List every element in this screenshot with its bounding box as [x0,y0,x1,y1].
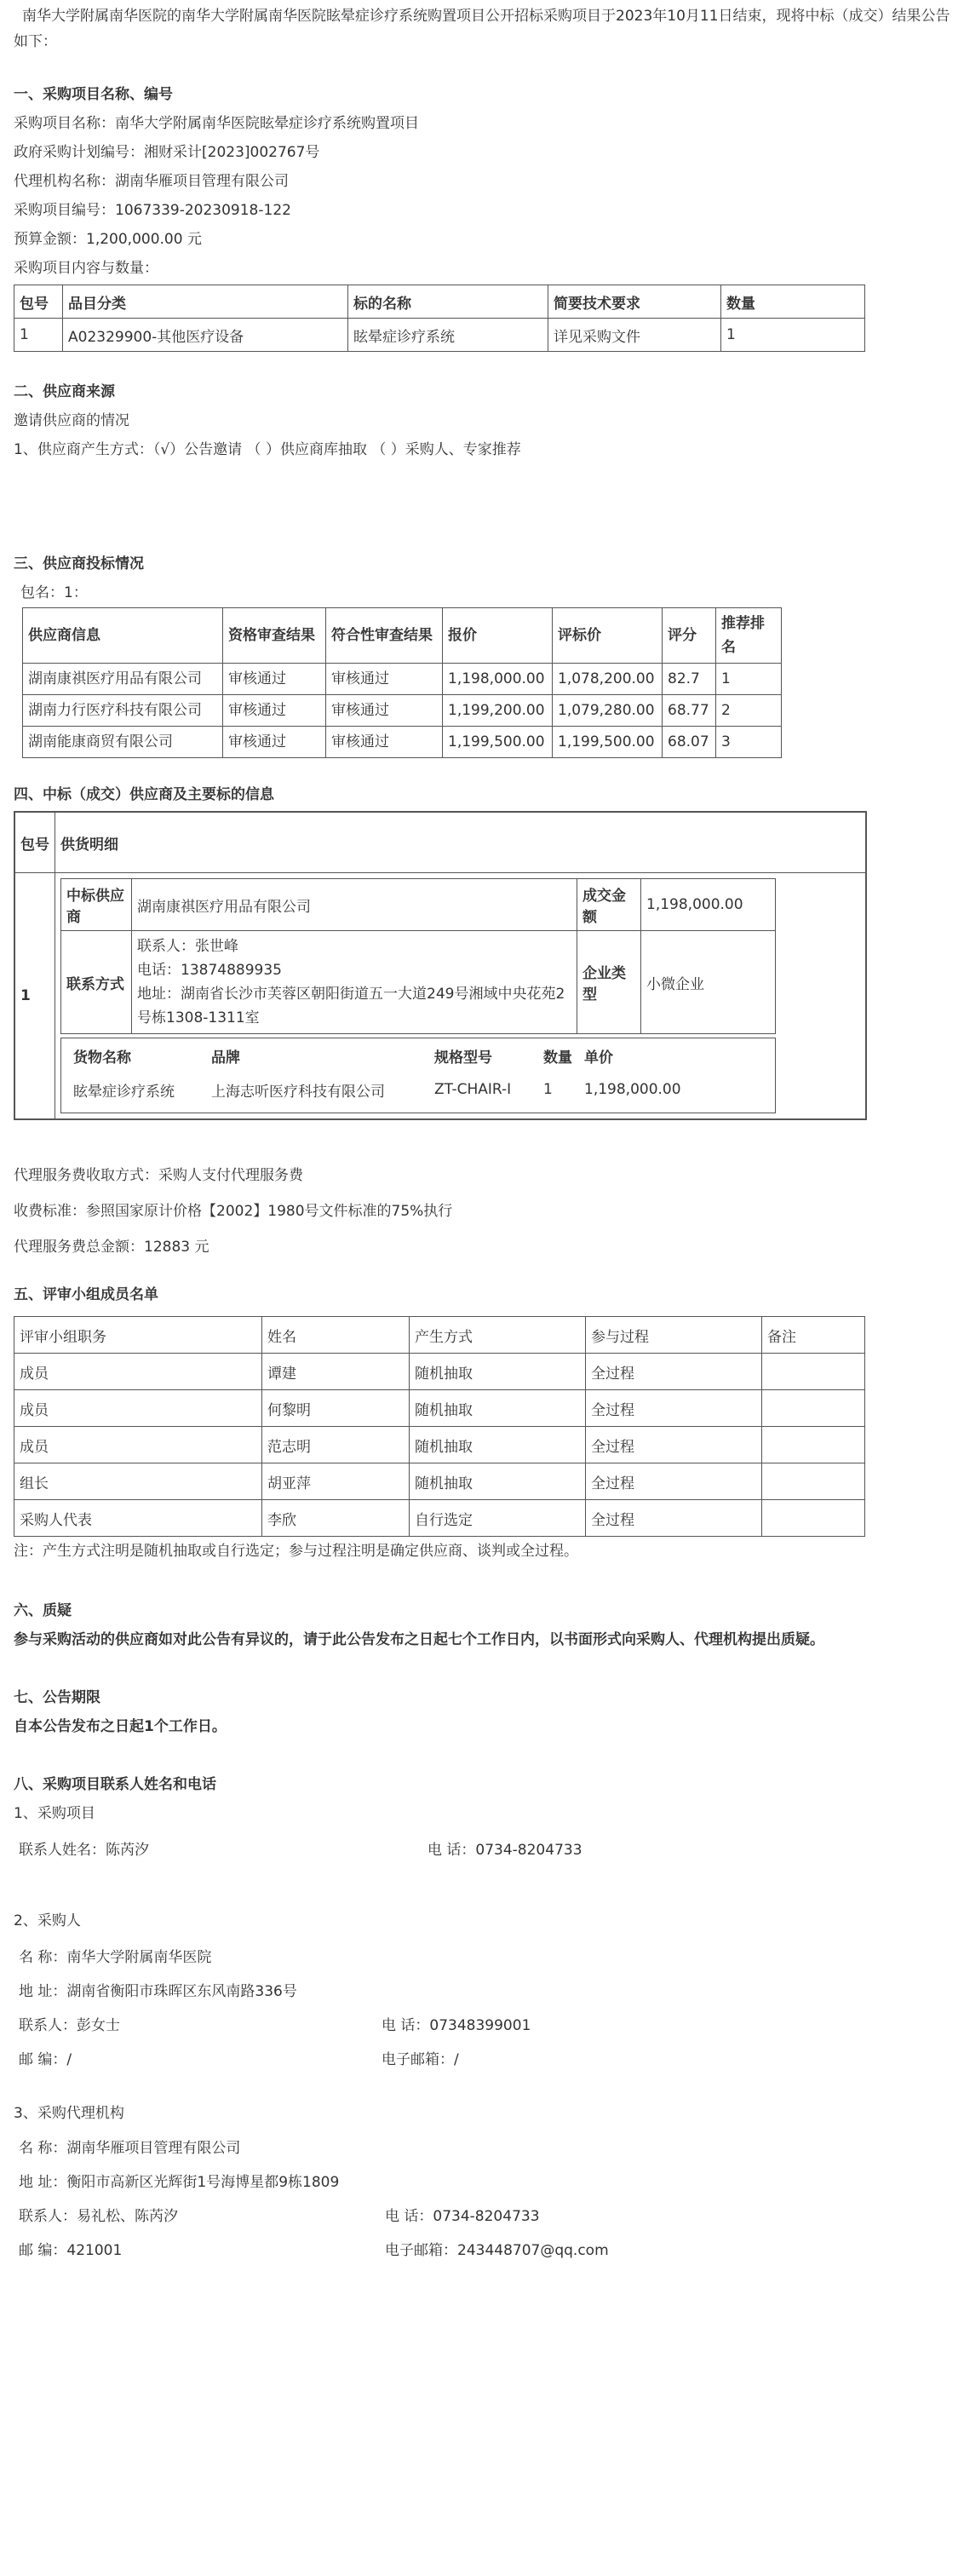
contact-row [14,1833,950,1867]
table-row [61,931,776,1034]
table-cell: 1 [721,319,865,352]
section-7-title: 七、公告期限 [14,1689,100,1706]
type-value: 小微企业 [641,931,776,1034]
table-cell: 1,198,000.00 [443,664,553,695]
agency-email: 电子邮箱：243448707@qq.com [385,2242,609,2259]
table-cell: 李欣 [262,1500,410,1537]
table-cell [762,1427,865,1463]
header-cell: 评审小组职务 [14,1317,262,1354]
table-row [14,1354,865,1390]
agency-contact-person: 联系人：易礼松、陈芮汐 [19,2208,178,2225]
agency-contact-name: 名 称：湖南华雁项目管理有限公司 [19,2140,241,2157]
table-cell: A02329900-其他医疗设备 [63,319,348,352]
section-8-title: 八、采购项目联系人姓名和电话 [14,1776,216,1793]
panel-table [14,1316,865,1537]
table-cell: 上海志听医疗科技有限公司 [211,1083,385,1101]
header-cell: 品牌 [211,1049,240,1067]
header-cell: 数量 [543,1049,572,1067]
table-cell: 范志明 [262,1427,410,1463]
goods-inner [68,1042,768,1109]
fee-standard: 收费标准：参照国家原计价格【2002】1980号文件标准的75%执行 [14,1203,453,1220]
section-1-title: 一、采购项目名称、编号 [14,86,173,103]
table-cell: 谭建 [262,1354,410,1390]
header-cell: 数量 [721,285,865,319]
header-cell: 产生方式 [410,1317,586,1354]
section-4-title: 四、中标（成交）供应商及主要标的信息 [14,786,274,803]
content-label: 采购项目内容与数量： [14,260,158,277]
header-cell: 推荐排名 [716,608,782,664]
winner-name: 湖南康祺医疗用品有限公司 [132,879,577,931]
header-cell: 包号 [14,812,55,873]
table-cell: 2 [716,695,782,727]
table-cell: 全过程 [586,1390,762,1427]
table-cell: 1,078,200.00 [553,664,663,695]
table-cell [762,1390,865,1427]
package-name: 包名：1： [20,584,88,601]
table-row [14,1390,865,1427]
table-cell: 全过程 [586,1463,762,1500]
contact-person: 联系人：张世峰 [137,938,238,955]
package-number: 1 [14,873,55,1120]
fee-method: 代理服务费收取方式：采购人支付代理服务费 [14,1167,303,1184]
table-header-row [14,285,865,319]
winner-table [14,811,867,1120]
intro-text: 南华大学附属南华医院的南华大学附属南华医院眩晕症诊疗系统购置项目公开招标采购项目于2023年10月11日结束，现将中标（成交）结果公告如下： [14,8,950,50]
purchaser-postcode: 邮 编：/ [19,2051,72,2068]
table-cell: 1,199,500.00 [553,727,663,758]
table-cell: 1 [716,664,782,695]
table-cell: 审核通过 [326,727,443,758]
table-cell: 随机抽取 [410,1463,586,1500]
table-cell: 82.7 [663,664,716,695]
winner-detail-table [60,878,776,1034]
header-cell: 简要技术要求 [548,285,721,319]
supplier-method: 1、供应商产生方式：（√）公告邀请 （ ）供应商库抽取 （ ）采购人、专家推荐 [14,441,521,458]
table-cell: 68.77 [663,695,716,727]
table-cell: 1,198,000.00 [584,1081,681,1098]
table-cell: 1,199,500.00 [443,727,553,758]
table-header-row [23,608,782,664]
table-cell: 胡亚萍 [262,1463,410,1500]
table-cell: 随机抽取 [410,1390,586,1427]
purchaser-email: 电子邮箱：/ [382,2051,459,2068]
agency-address: 地 址：衡阳市高新区光辉街1号海博星都9栋1809 [19,2174,340,2191]
header-cell: 标的名称 [348,285,548,319]
header-cell: 评标价 [553,608,663,664]
header-cell: 包号 [14,285,63,319]
winner-label: 中标供应商 [61,879,132,931]
section-5-title: 五、评审小组成员名单 [14,1286,158,1303]
header-cell: 报价 [443,608,553,664]
section-3-title: 三、供应商投标情况 [14,555,144,572]
section-2-title: 二、供应商来源 [14,383,115,400]
header-cell: 品目分类 [63,285,348,319]
project-contact: 联系人姓名：陈芮汐 [19,1842,149,1859]
table-row [14,1427,865,1463]
table-cell: 审核通过 [223,727,326,758]
contact-sub-3: 3、采购代理机构 [14,2105,124,2122]
header-cell: 备注 [762,1317,865,1354]
period-text: 自本公告发布之日起1个工作日。 [14,1718,227,1735]
bids-table [22,607,782,758]
table-row [68,1070,768,1109]
header-cell: 姓名 [262,1317,410,1354]
agency-postcode: 邮 编：421001 [19,2242,123,2259]
table-cell: 湖南能康商贸有限公司 [23,727,223,758]
header-cell: 参与过程 [586,1317,762,1354]
plan-number: 政府采购计划编号：湘财采计[2023]002767号 [14,144,320,161]
header-cell: 评分 [663,608,716,664]
project-code: 采购项目编号：1067339-20230918-122 [14,202,291,219]
table-cell: 全过程 [586,1427,762,1463]
table-row [14,1500,865,1537]
header-cell: 供应商信息 [23,608,223,664]
table-cell [762,1500,865,1537]
table-cell: 审核通过 [223,664,326,695]
table-cell: 1 [14,319,63,352]
table-cell: 1 [543,1081,553,1098]
agency-phone: 电 话：0734-8204733 [385,2208,540,2225]
header-cell: 单价 [584,1049,613,1067]
table-row [23,727,782,758]
table-row [23,664,782,695]
table-cell: 自行选定 [410,1500,586,1537]
table-row [14,1463,865,1500]
contact-label: 联系方式 [61,931,132,1034]
contact-row [19,2199,950,2234]
project-name: 采购项目名称：南华大学附属南华医院眩晕症诊疗系统购置项目 [14,115,419,132]
table-cell: 审核通过 [326,664,443,695]
table-cell: 全过程 [586,1354,762,1390]
header-cell: 供货明细 [55,812,867,873]
table-row [23,695,782,727]
contact-row [19,2234,950,2268]
table-cell: 成员 [14,1390,262,1427]
goods-table [60,1038,776,1113]
table-cell: 审核通过 [326,695,443,727]
table-cell: 何黎明 [262,1390,410,1427]
table-cell: 湖南康祺医疗用品有限公司 [23,664,223,695]
purchaser-name: 名 称：南华大学附属南华医院 [19,1949,212,1966]
purchaser-phone: 电 话：07348399001 [382,2017,531,2034]
header-cell: 符合性审查结果 [326,608,443,664]
agency-name: 代理机构名称：湖南华雁项目管理有限公司 [14,173,289,190]
table-row [14,873,866,1120]
table-cell: 组长 [14,1463,262,1500]
purchaser-contact: 联系人：彭女士 [19,2017,120,2034]
table-cell: 全过程 [586,1500,762,1537]
table-cell: 成员 [14,1354,262,1390]
table-cell: 1,199,200.00 [443,695,553,727]
supplier-source-sub: 邀请供应商的情况 [14,412,129,429]
table-cell: 湖南力行医疗科技有限公司 [23,695,223,727]
table-header-row [14,812,866,873]
contact-row [19,2009,950,2043]
items-table [14,285,865,352]
project-phone: 电 话：0734-8204733 [427,1842,582,1859]
table-cell: 采购人代表 [14,1500,262,1537]
table-header-row [68,1042,768,1070]
header-cell: 货物名称 [73,1049,131,1067]
contact-row [19,2043,950,2077]
table-cell: 详见采购文件 [548,319,721,352]
header-cell: 资格审查结果 [223,608,326,664]
amount-value: 1,198,000.00 [641,879,776,931]
table-cell: 68.07 [663,727,716,758]
contact-sub-2: 2、采购人 [14,1912,81,1929]
table-cell: 审核通过 [223,695,326,727]
table-row [14,319,865,352]
table-cell: 眩晕症诊疗系统 [348,319,548,352]
table-cell: 1,079,280.00 [553,695,663,727]
table-cell: 眩晕症诊疗系统 [73,1083,175,1101]
budget-amount: 预算金额：1,200,000.00 元 [14,231,202,248]
table-cell: 3 [716,727,782,758]
table-cell: 成员 [14,1427,262,1463]
section-6-title: 六、质疑 [14,1602,72,1619]
table-cell: 随机抽取 [410,1427,586,1463]
challenge-text: 参与采购活动的供应商如对此公告有异议的，请于此公告发布之日起七个工作日内，以书面形式向采购人、代理机构提出质疑。 [14,1631,824,1648]
table-row [61,879,776,931]
table-cell: ZT-CHAIR-I [434,1081,512,1098]
header-cell: 规格型号 [434,1049,492,1067]
amount-label: 成交金额 [577,879,641,931]
type-label: 企业类型 [577,931,641,1034]
contact-address: 地址：湖南省长沙市芙蓉区朝阳街道五一大道249号湘域中央花苑2号栋1308-1311室 [137,986,565,1026]
contact-sub-1: 1、采购项目 [14,1805,95,1822]
purchaser-address: 地 址：湖南省衡阳市珠晖区东风南路336号 [19,1983,297,2000]
contact-phone: 电话：13874889935 [137,962,282,979]
table-cell [762,1463,865,1500]
fee-total: 代理服务费总金额：12883 元 [14,1239,209,1256]
table-header-row [14,1317,865,1354]
table-cell [762,1354,865,1390]
panel-note: 注：产生方式注明是随机抽取或自行选定；参与过程注明是确定供应商、谈判或全过程。 [14,1543,578,1560]
table-cell: 随机抽取 [410,1354,586,1390]
